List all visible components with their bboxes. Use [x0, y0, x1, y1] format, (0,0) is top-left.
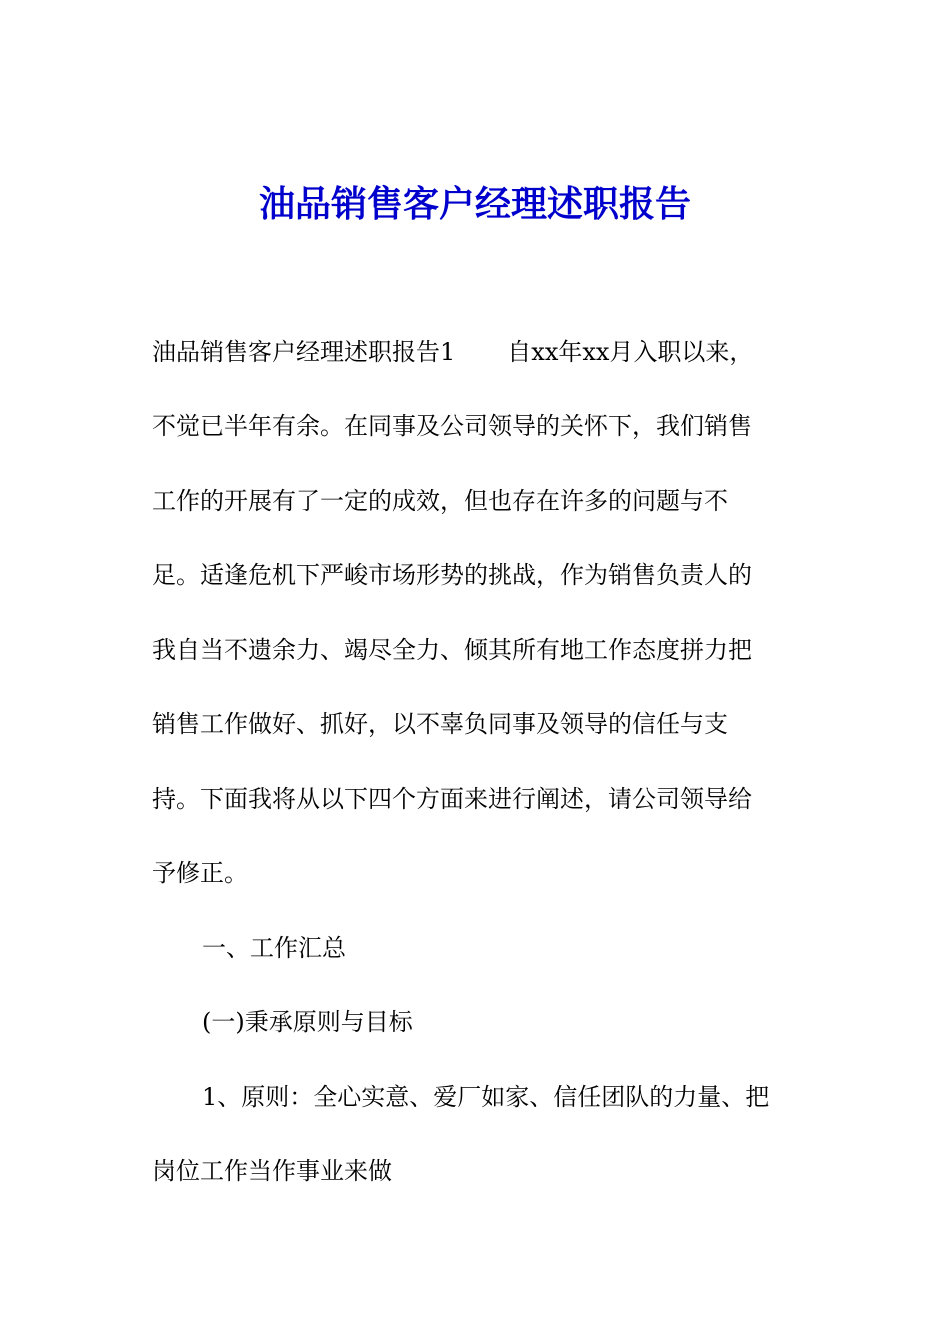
- paragraph-line: 销售工作做好、抓好，以不辜负同事及领导的信任与支: [152, 710, 728, 738]
- paragraph-line-text: 自xx年xx月入职以来，: [507, 338, 754, 366]
- list-item-line: 1、原则：全心实意、爱厂如家、信任团队的力量、把: [202, 1083, 770, 1111]
- list-item-line: 岗位工作当作事业来做: [152, 1157, 392, 1185]
- paragraph-first-line: [152, 332, 753, 372]
- paragraph-line: 予修正。: [152, 859, 248, 887]
- paragraph-line: 不觉已半年有余。在同事及公司领导的关怀下，我们销售: [152, 412, 752, 440]
- document-title: 油品销售客户经理述职报告: [258, 183, 691, 225]
- paragraph-line: 我自当不遗余力、竭尽全力、倾其所有地工作态度拼力把: [152, 636, 752, 664]
- section-heading: 一、工作汇总: [202, 934, 346, 962]
- paragraph-line: 足。适逢危机下严峻市场形势的挑战，作为销售负责人的: [152, 561, 752, 589]
- report-heading-inline: 油品销售客户经理述职报告1: [152, 338, 456, 366]
- subsection-heading: (一)秉承原则与目标: [202, 1008, 413, 1036]
- paragraph-line: 持。下面我将从以下四个方面来进行阐述，请公司领导给: [152, 785, 752, 813]
- paragraph-line: 工作的开展有了一定的成效，但也存在许多的问题与不: [152, 487, 728, 515]
